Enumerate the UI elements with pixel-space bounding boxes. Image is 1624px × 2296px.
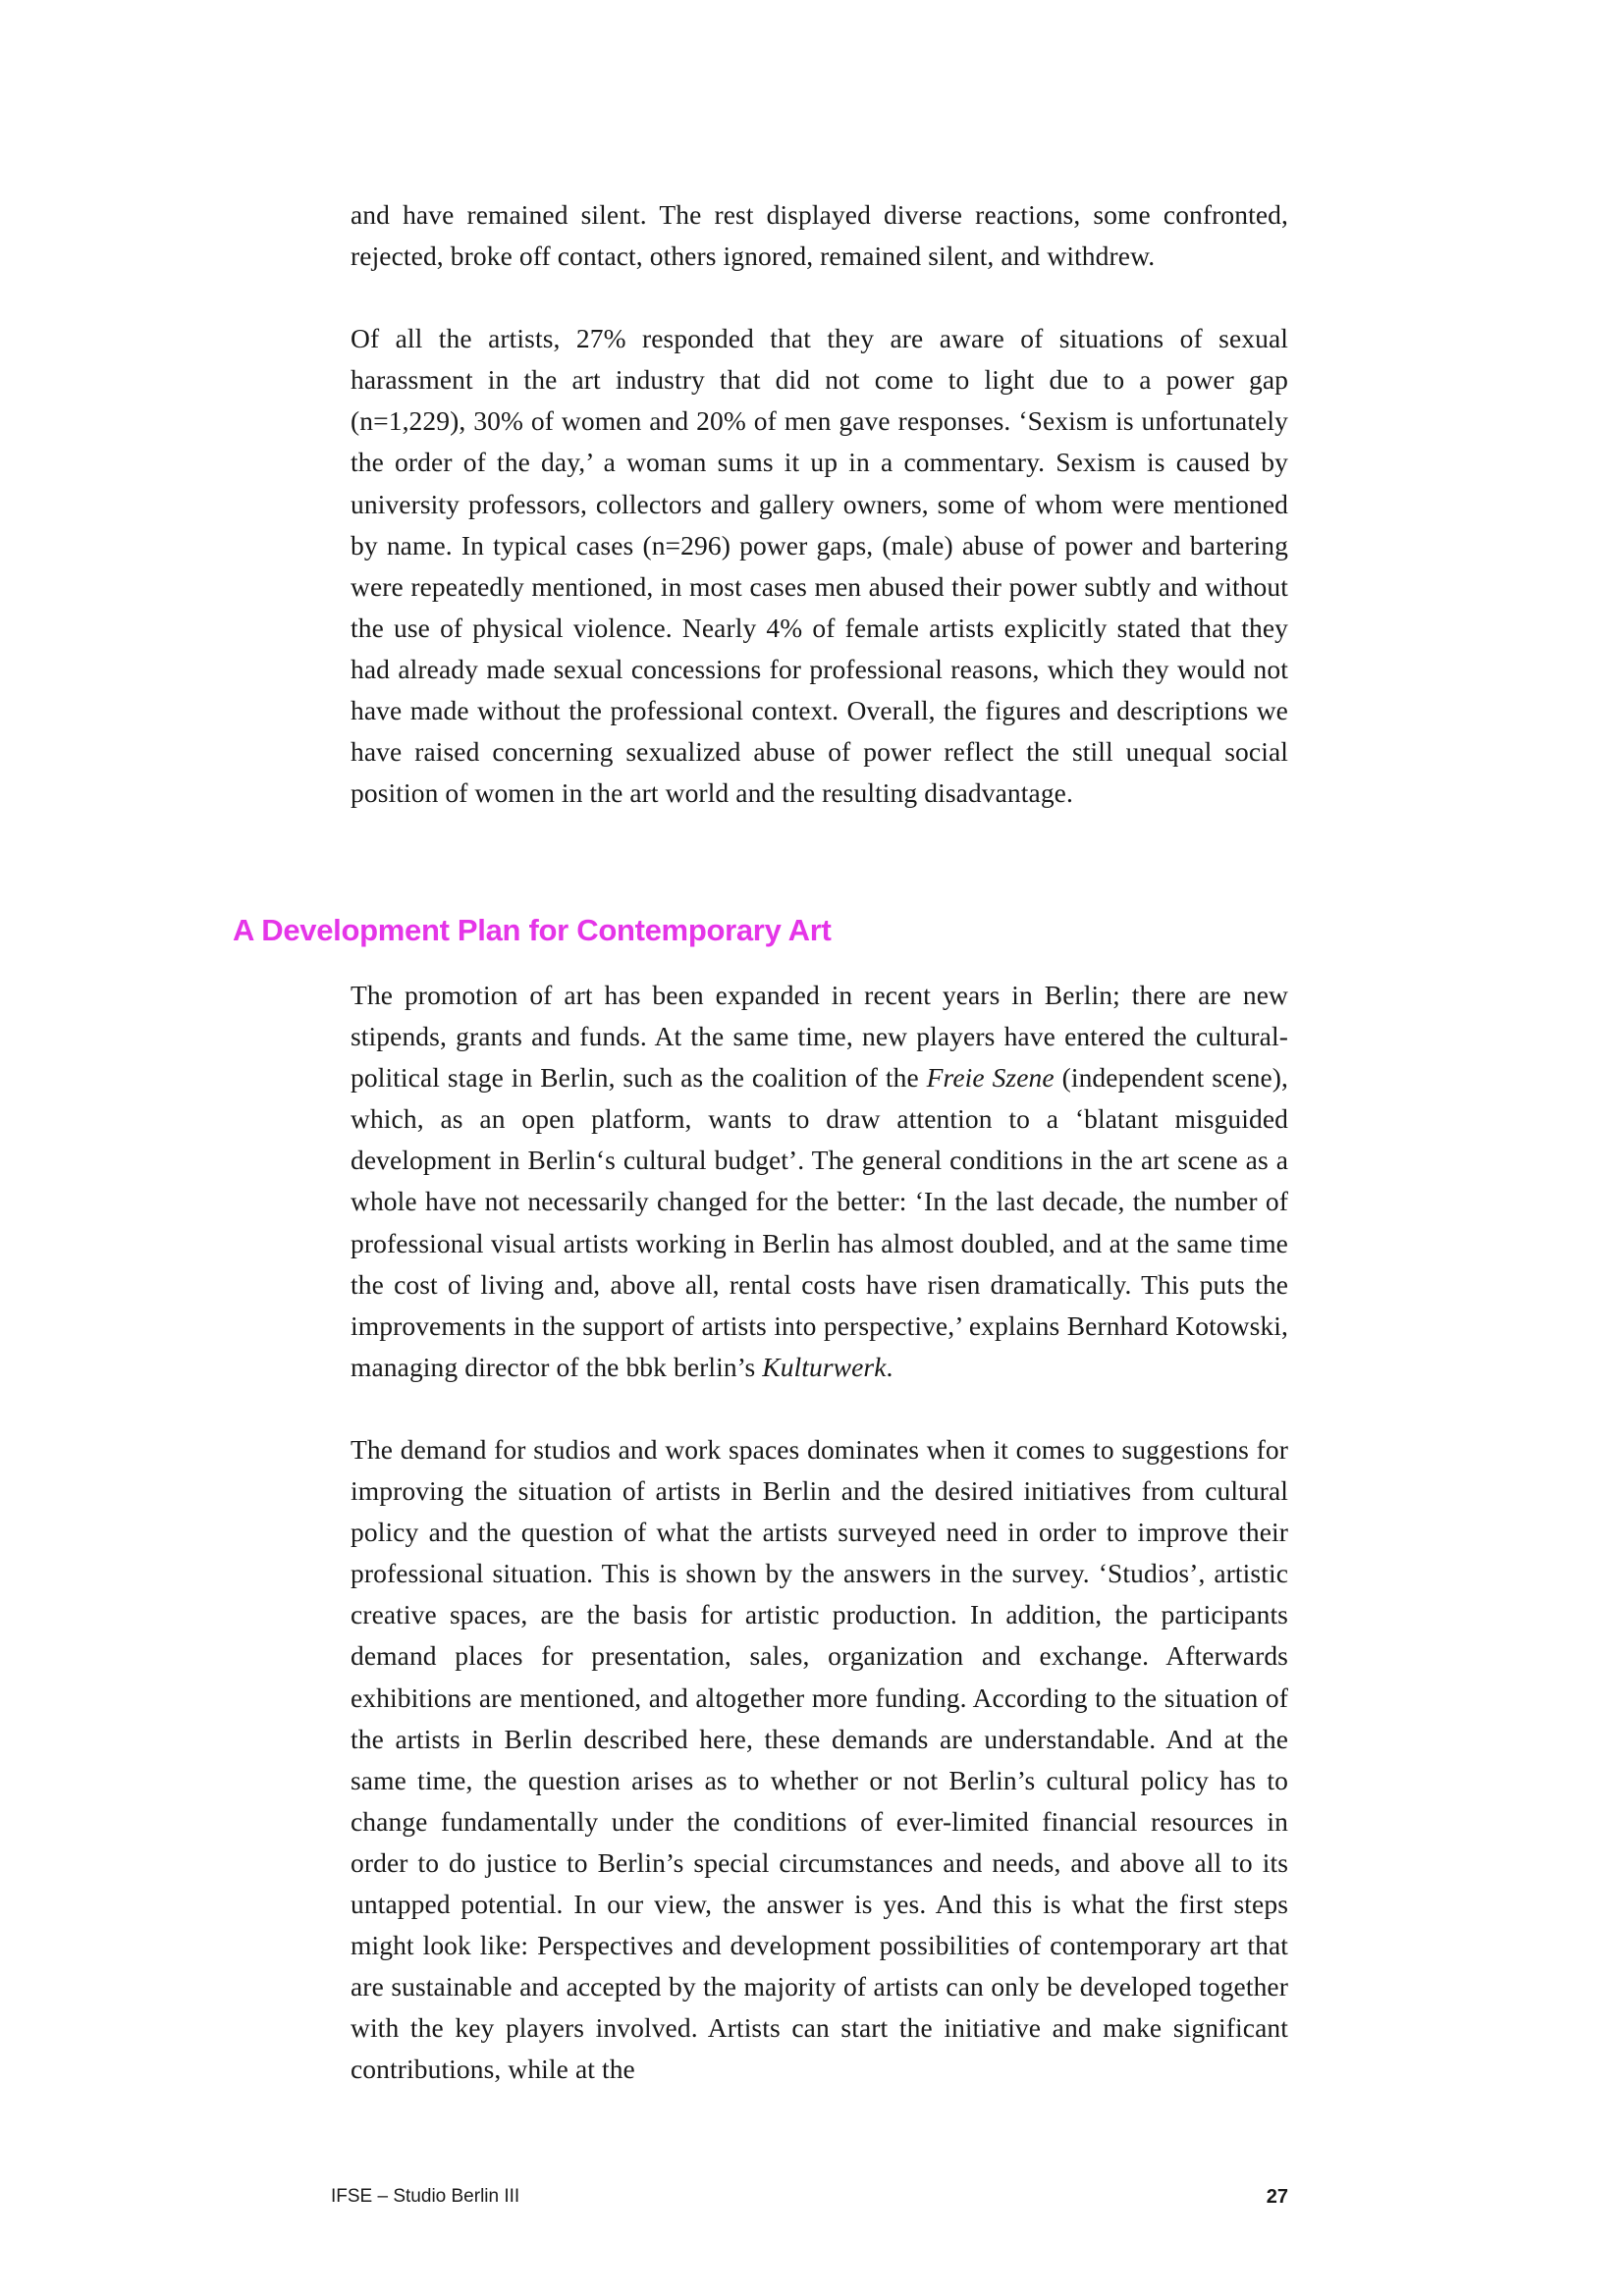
- footer-page-number: 27: [1266, 2186, 1288, 2208]
- paragraph-studio-demand: The demand for studios and work spaces dominates when it comes to suggestions for improving the situation of artists in Berlin and the desired initiatives from cultural policy and the question of what the artists surveyed need in order to improve their professional situation. This is shown by the answers in the survey. ‘Studios’, artistic creative spaces, are the basis for artistic production. In addition, the participants demand places for presentation, sales, organization and exchange. Afterwards exhibitions are mentioned, and altogether more funding. According to the situation of the artists in Berlin described here, these demands are understandable. And at the same time, the question arises as to whether or not Berlin’s cultural policy has to change fundamentally under the conditions of ever-limited financial resources in order to do justice to Berlin’s special circumstances and needs, and above all to its untapped potential. In our view, the answer is yes. And this is what the first steps might look like: Perspectives and development possibilities of contemporary art that are sustainable and accepted by the majority of artists can only be developed together with the key players involved. Artists can start the initiative and make significant contributions, while at the: [351, 1433, 1288, 2085]
- footer-publication-title: IFSE – Studio Berlin III: [331, 2186, 520, 2207]
- italic-term-kulturwerk: Kulturwerk: [762, 1351, 887, 1382]
- paragraph-art-promotion: [351, 975, 1288, 1388]
- body-text-top: [351, 194, 1288, 814]
- text-run: The promotion of art has been expanded in recent years in Berlin; there are new stipends, grants and funds. At the same time, new players have entered the cultural-political stage in Berlin, such as the coalition of the: [351, 980, 1288, 1094]
- text-run: (independent scene), which, as an open platform, wants to draw attention to a ‘blatant misguided development in Berlin‘s cultural budget’. The general conditions in the art scene as a whole have not necessarily changed for the better: ‘In the last decade, the number of professional visual artists working in Berlin has almost doubled, and at the same time the cost of living and, above all, rental costs have risen dramatically. This puts the improvements in the support of artists into perspective,’ explains Bernhard Kotowski, managing director of the bbk berlin’s: [351, 1062, 1289, 1382]
- paragraph-continuation: and have remained silent. The rest displayed diverse reactions, some confronted, rejected, broke off contact, others ignored, remained silent, and withdrew.: [351, 199, 1288, 272]
- paragraph-harassment-statistics: Of all the artists, 27% responded that they are aware of situations of sexual harassment in the art industry that did not come to light due to a power gap (n=1,229), 30% of women and 20% of men gave responses. ‘Sexism is unfortunately the order of the day,’ a woman sums it up in a commentary. Sexism is caused by university professors, collectors and gallery owners, some of whom were mentioned by name. In typical cases (n=296) power gaps, (male) abuse of power and bartering were repeatedly mentioned, in most cases men abused their power subtly and without the use of physical violence. Nearly 4% of female artists explicitly stated that they had already made sexual concessions for professional reasons, which they would not have made without the professional context. Overall, the figures and descriptions we have raised concerning sexualized abuse of power reflect the still unequal social position of women in the art world and the resulting disadvantage.: [351, 323, 1288, 809]
- body-text-development: [351, 975, 1288, 2090]
- text-run: .: [886, 1351, 893, 1382]
- italic-term-freie-szene: Freie Szene: [926, 1062, 1055, 1094]
- section-heading: A Development Plan for Contemporary Art: [233, 913, 832, 947]
